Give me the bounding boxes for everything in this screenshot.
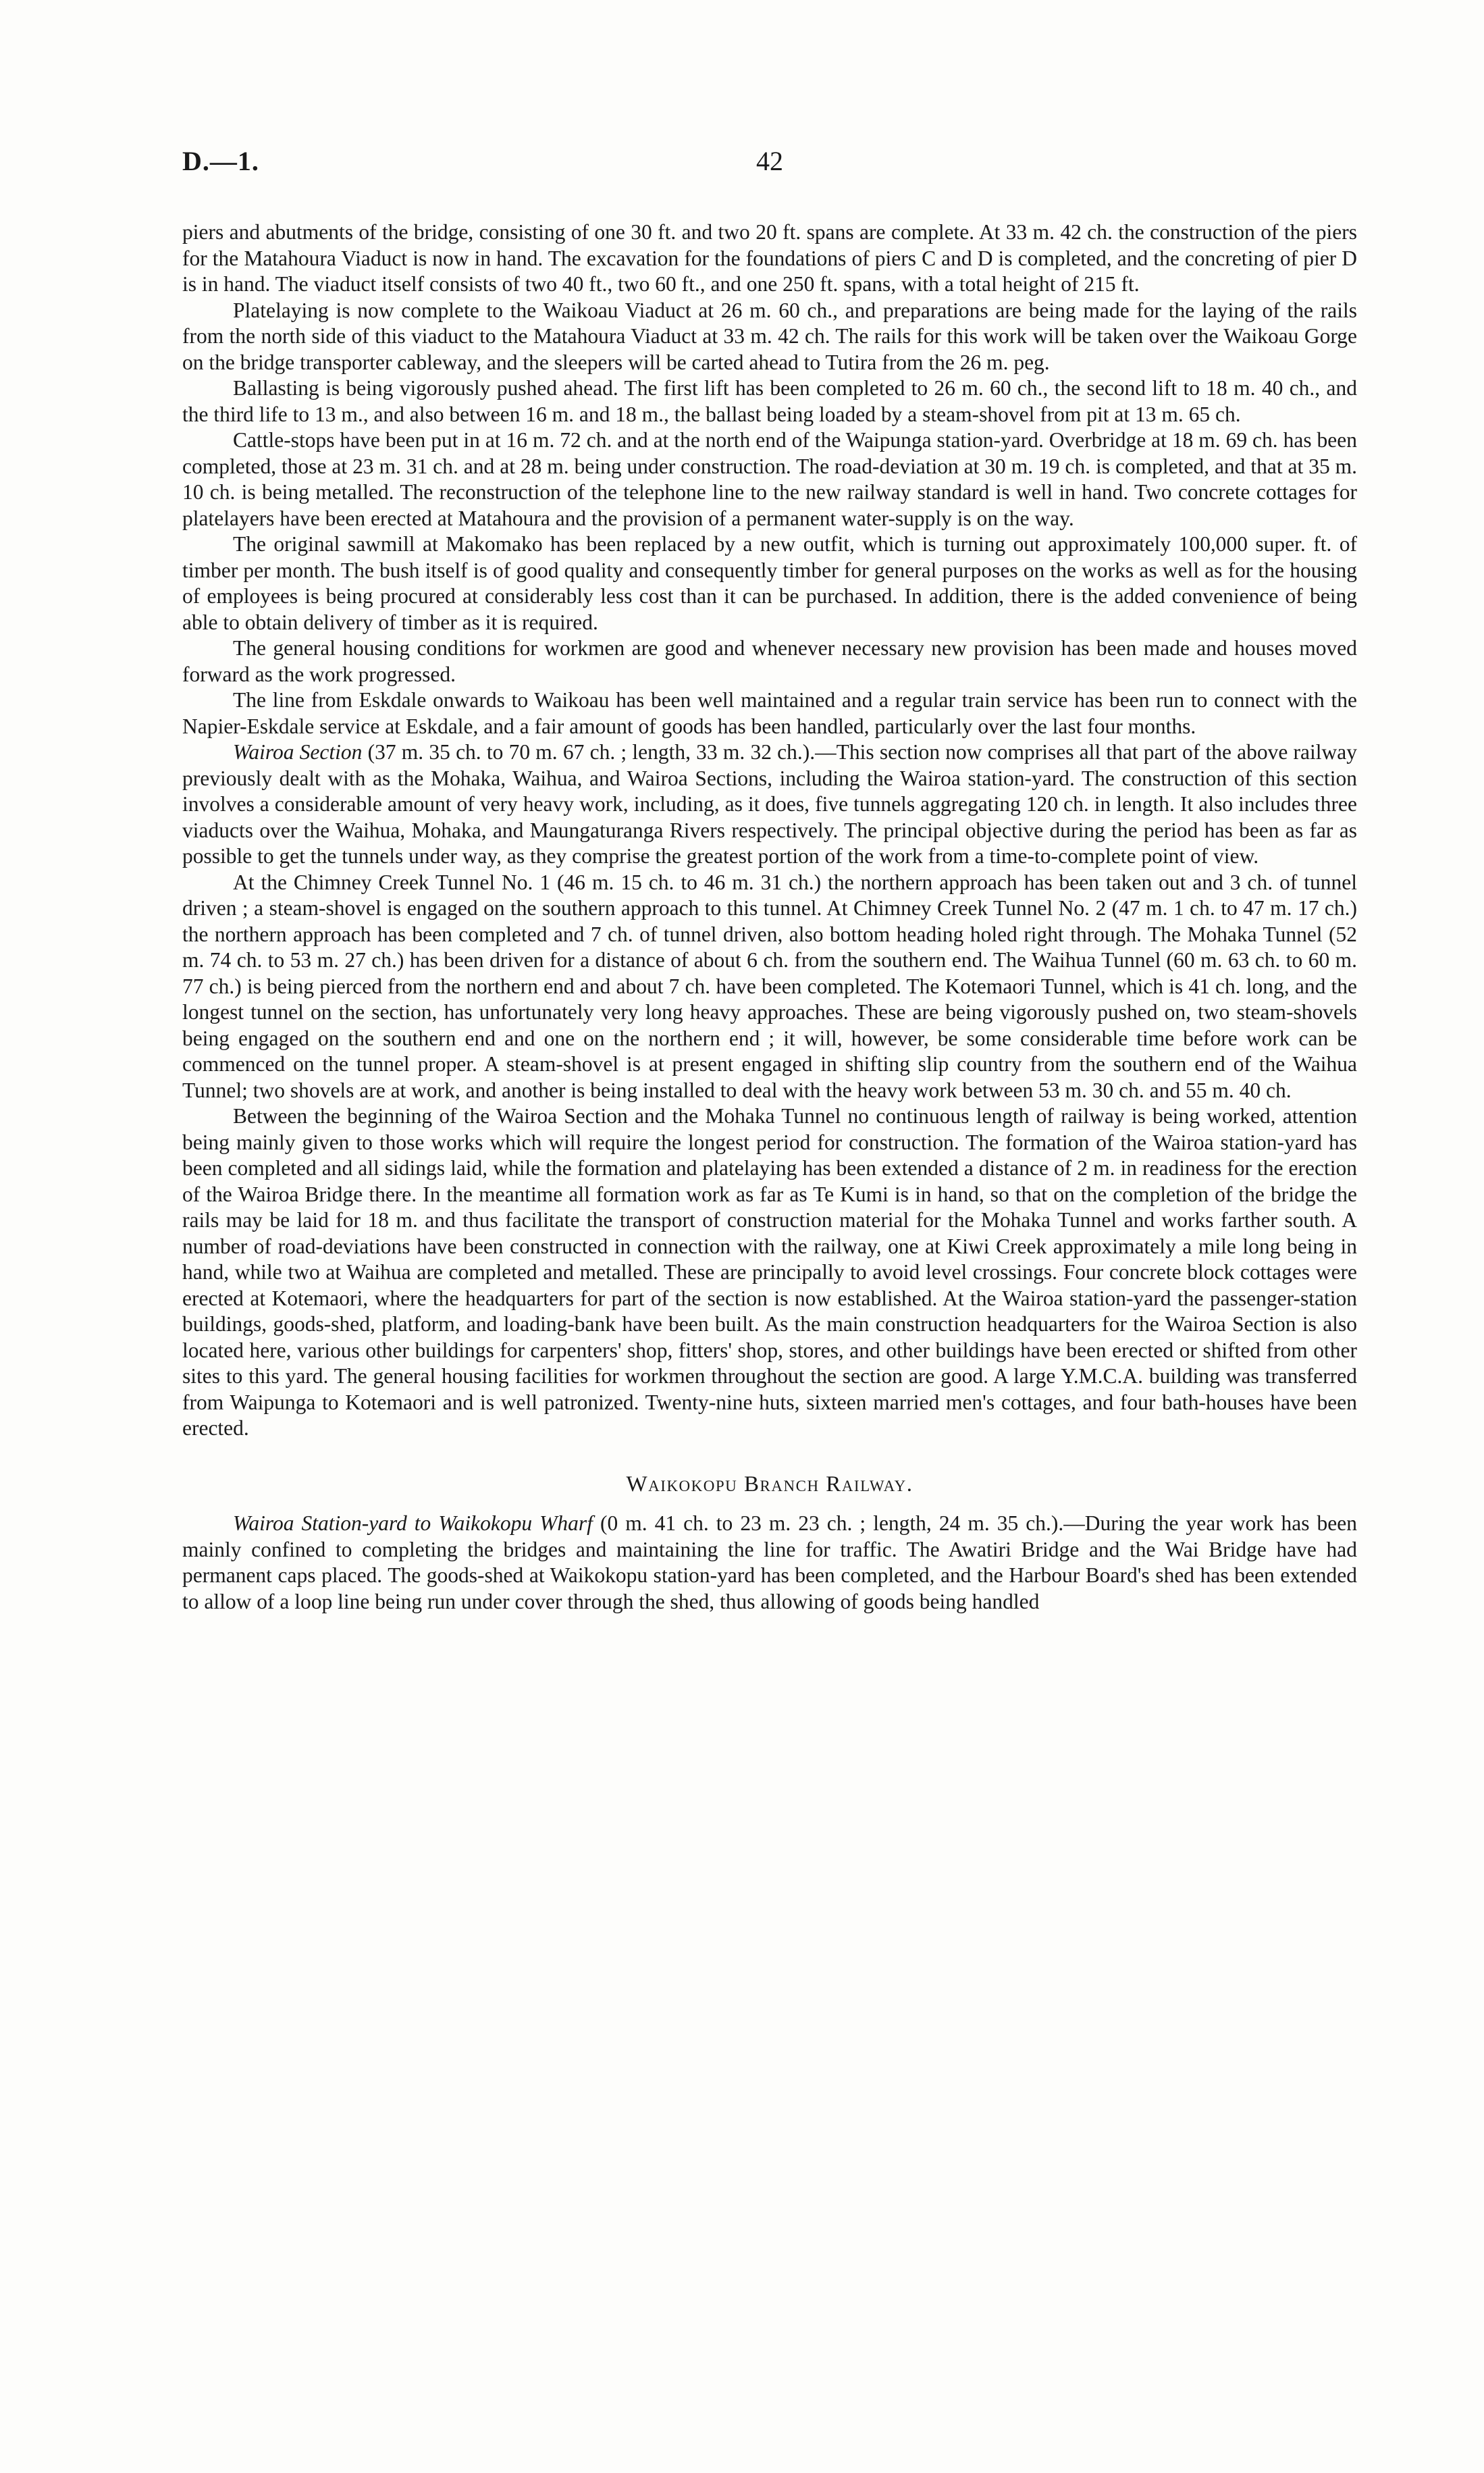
page-number: 42: [756, 146, 783, 176]
body-text: [182, 219, 1357, 1615]
branch-section-title: Wairoa Station-yard to Waikokopu Wharf: [233, 1511, 593, 1535]
paragraph: The original sawmill at Makomako has been replaced by a new outfit, which is turning out approximately 100,000 super. ft. of timber per month. The bush itself is of good quality and consequently timber for general purposes on the works as well as for the housing of employees is being procured at considerably less cost than it can be purchased. In addition, there is the added convenience of being able to obtain delivery of timber as it is required.: [182, 532, 1357, 634]
running-head: [182, 145, 1357, 186]
wairoa-section-text: (37 m. 35 ch. to 70 m. 67 ch. ; length, 33 m. 32 ch.).—This section now comprises all that part of the above railway previously dealt with as the Mohaka, Waihua, and Wairoa Sections, including the Wairoa station-yard. The construction of this section involves a considerable amount of very heavy work, including, as it does, five tunnels aggregating 120 ch. in length. It also includes three viaducts over the Waihua, Mohaka, and Maungaturanga Rivers respectively. The principal objective during the period has been as far as possible to get the tunnels under way, as they comprise the greatest portion of the work from a time-to-complete point of view.: [182, 740, 1358, 868]
branch-section-paragraph: [182, 1511, 1357, 1615]
branch-section-text: (0 m. 41 ch. to 23 m. 23 ch. ; length, 24 m. 35 ch.).—During the year work has been mainly confined to completing the bridges and maintaining the line for traffic. The Awatiri Bridge and the Wai Bridge have had permanent caps placed. The goods-shed at Waikokopu station-yard has been completed, and the Harbour Board's shed has been extended to allow of a loop line being run under cover through the shed, thus allowing of goods being handled: [182, 1511, 1358, 1613]
wairoa-section-title: Wairoa Section: [233, 740, 363, 764]
paragraph: Between the beginning of the Wairoa Section and the Mohaka Tunnel no continuous length of railway is being worked, attention being mainly given to those works which will require the longest period for construction. The formation of the Wairoa station-yard has been completed and all sidings laid, while the formation and platelaying has been extended a distance of 2 m. in readiness for the erection of the Wairoa Bridge there. In the meantime all formation work as far as Te Kumi is in hand, so that on the completion of the bridge the rails may be laid for 18 m. and thus facilitate the transport of construction material for the Mohaka Tunnel and works farther south. A number of road-deviations have been constructed in connection with the railway, one at Kiwi Creek approximately a mile long being in hand, while two at Waihua are completed and metalled. These are principally to avoid level crossings. Four concrete block cottages were erected at Kotemaori, where the headquarters for part of the section is now established. At the Wairoa station-yard the passenger-station buildings, goods-shed, platform, and loading-bank have been built. As the main construction headquarters for the Wairoa Section is also located here, various other buildings for carpenters' shop, fitters' shop, stores, and other buildings have been erected or shifted from other sites to this yard. The general housing facilities for workmen throughout the section are good. A large Y.M.C.A. building was transferred from Waipunga to Kotemaori and is well patronized. Twenty-nine huts, sixteen married men's cottages, and four bath-houses have been erected.: [182, 1104, 1357, 1440]
wairoa-section-paragraph: [182, 739, 1357, 870]
paragraph: At the Chimney Creek Tunnel No. 1 (46 m. 15 ch. to 46 m. 31 ch.) the northern approach has been taken out and 3 ch. of tunnel driven ; a steam-shovel is engaged on the southern approach to this tunnel. At Chimney Creek Tunnel No. 2 (47 m. 1 ch. to 47 m. 17 ch.) the northern approach has been completed and 7 ch. of tunnel driven, also bottom heading holed right through. The Mohaka Tunnel (52 m. 74 ch. to 53 m. 27 ch.) has been driven for a distance of about 6 ch. from the southern end. The Waihua Tunnel (60 m. 63 ch. to 60 m. 77 ch.) is being pierced from the northern end and about 7 ch. have been completed. The Kotemaori Tunnel, which is 41 ch. long, and the longest tunnel on the section, has unfortunately very long heavy approaches. These are being vigorously pushed on, two steam-shovels being engaged on the southern end and one on the northern end ; it will, however, be some considerable time before work can be commenced on the tunnel proper. A steam-shovel is at present engaged in shifting slip country from the southern end of the Waihua Tunnel; two shovels are at work, and another is being installed to deal with the heavy work between 53 m. 30 ch. and 55 m. 40 ch.: [182, 870, 1357, 1102]
document-reference: D.—1.: [182, 146, 259, 176]
paragraph: Ballasting is being vigorously pushed ahead. The first lift has been completed to 26 m. 60 ch., the second lift to 18 m. 40 ch., and the third life to 13 m., and also between 16 m. and 18 m., the ballast being loaded by a steam-shovel from pit at 13 m. 65 ch.: [182, 376, 1357, 426]
section-heading: Waikokopu Branch Railway.: [626, 1472, 913, 1496]
paragraph: piers and abutments of the bridge, consisting of one 30 ft. and two 20 ft. spans are complete. At 33 m. 42 ch. the construction of the piers for the Matahoura Viaduct is now in hand. The excavation for the foundations of piers C and D is completed, and the concreting of pier D is in hand. The viaduct itself consists of two 40 ft., two 60 ft., and one 250 ft. spans, with a total height of 215 ft.: [182, 220, 1357, 296]
paragraph: Platelaying is now complete to the Waikoau Viaduct at 26 m. 60 ch., and preparations are being made for the laying of the rails from the north side of this viaduct to the Matahoura Viaduct at 33 m. 42 ch. The rails for this work will be taken over the Waikoau Gorge on the bridge transporter cableway, and the sleepers will be carted ahead to Tutira from the 26 m. peg.: [182, 298, 1357, 374]
paragraph: The general housing conditions for workmen are good and whenever necessary new provision has been made and houses moved forward as the work progressed.: [182, 636, 1357, 686]
paragraph: Cattle-stops have been put in at 16 m. 72 ch. and at the north end of the Waipunga station-yard. Overbridge at 18 m. 69 ch. has been completed, those at 23 m. 31 ch. and at 28 m. being under construction. The road-deviation at 30 m. 19 ch. is completed, and that at 35 m. 10 ch. is being metalled. The reconstruction of the telephone line to the new railway standard is well in hand. Two concrete cottages for platelayers have been erected at Matahoura and the provision of a permanent water-supply is on the way.: [182, 428, 1357, 530]
paragraph: The line from Eskdale onwards to Waikoau has been well maintained and a regular train service has been run to connect with the Napier-Eskdale service at Eskdale, and a fair amount of goods has been handled, particularly over the last four months.: [182, 688, 1357, 738]
